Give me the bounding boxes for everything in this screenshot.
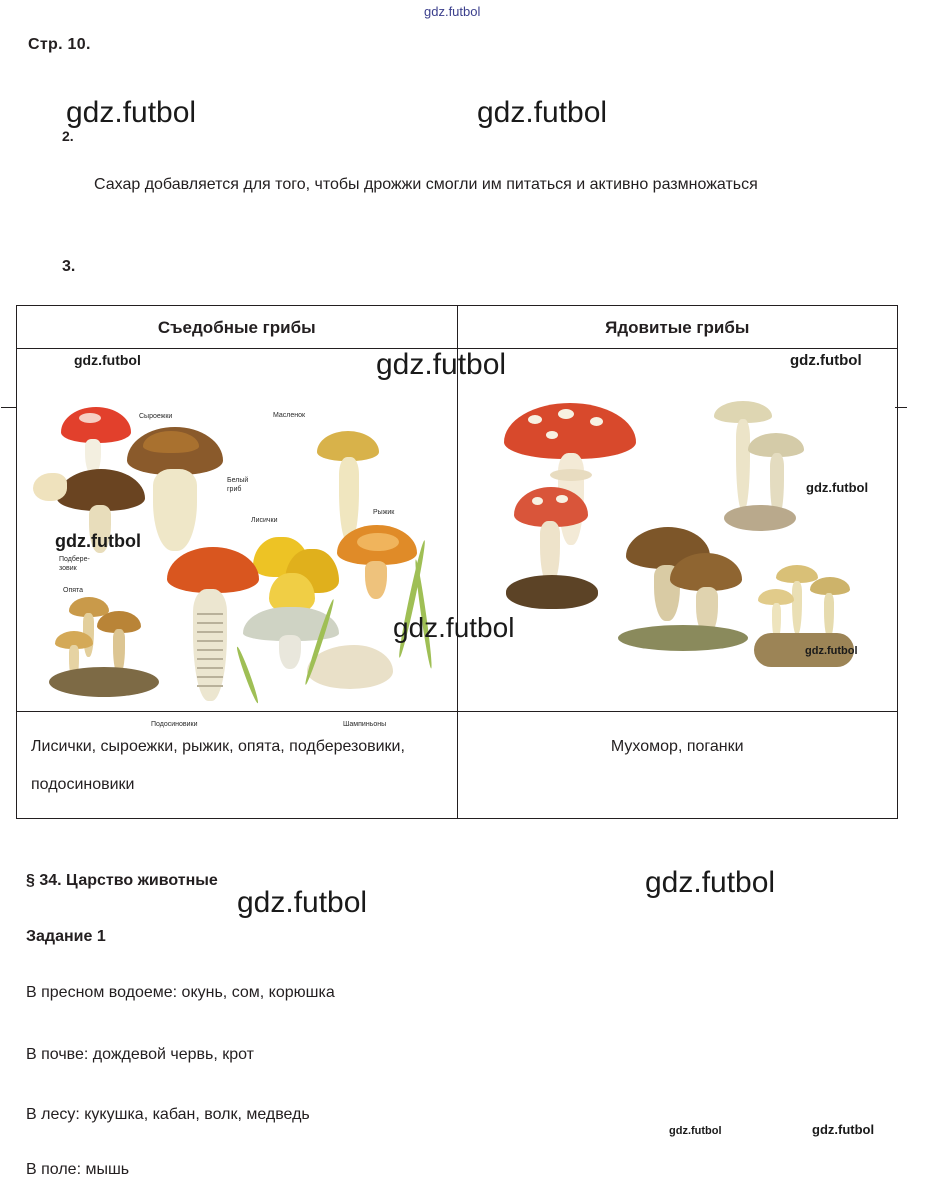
table-header-row (17, 306, 897, 349)
page-label: Стр. 10. (28, 36, 91, 53)
toadstool-stem-1 (736, 419, 750, 511)
watermark-top: gdz.futbol (424, 4, 481, 19)
answer-line-4: В поле: мышь (26, 1161, 130, 1178)
answer-line-2: В почве: дождевой червь, крот (26, 1046, 254, 1063)
poisonous-ground-moss (618, 625, 748, 651)
label-chanterelle: Лисички (251, 517, 278, 524)
flyagaric-cap-spot-3 (590, 417, 603, 426)
grass-blade-2 (413, 559, 433, 669)
label-boletus: Белый гриб (227, 477, 249, 493)
caption-poisonous: Мухомор, поганки (610, 738, 744, 755)
caption-edible: Лисички, сыроежки, рыжик, опята, подберезовики, подосиновики (17, 712, 458, 818)
question-3-number: 3. (62, 258, 76, 275)
flyagaric-cap-spot-1 (528, 415, 542, 424)
mushroom-honey-ground (49, 667, 159, 697)
answer-line-3: В лесу: кукушка, кабан, волк, медведь (26, 1106, 310, 1123)
question-2-answer: Сахар добавляется для того, чтобы дрожжи смогли им питаться и активно размножаться (94, 176, 758, 193)
answer-line-1: В пресном водоеме: окунь, сом, корюшка (26, 984, 335, 1001)
header-edible: Съедобные грибы (17, 306, 458, 349)
section-title: § 34. Царство животные (26, 872, 218, 889)
flyagaric2-spot-1 (532, 497, 543, 505)
watermark-g: gdz.futbol (55, 531, 141, 551)
watermark-j: gdz.futbol (237, 886, 368, 919)
watermark-c: gdz.futbol (74, 352, 141, 368)
mushroom-russula-cap-spot (79, 413, 101, 423)
label-saffron: Рыжик (373, 509, 395, 516)
flyagaric-cap-spot-4 (546, 431, 558, 439)
label-aspen: Подосиновики (151, 721, 198, 728)
margin-tick-left (1, 407, 17, 408)
table-caption-row (17, 712, 897, 818)
label-birch-bolete: Подбере- зовик (59, 556, 90, 572)
mushroom-aspen-stem-scales (197, 607, 223, 687)
flyagaric-base-soil (506, 575, 598, 609)
question-2-number: 2. (62, 128, 74, 144)
mushroom-saffron-stem (365, 561, 387, 599)
label-butter: Масленок (273, 412, 306, 419)
watermark-b: gdz.futbol (477, 96, 608, 129)
false-honey-stem-1 (792, 581, 802, 635)
watermark-m: gdz.futbol (812, 1122, 875, 1137)
mushroom-saffron-cap-ring (357, 533, 399, 551)
flyagaric-ring (550, 469, 592, 481)
watermark-d: gdz.futbol (376, 348, 507, 381)
mushroom-champignon-stem (279, 635, 301, 669)
edible-mushrooms-illustration (17, 349, 458, 728)
watermark-i: gdz.futbol (805, 645, 858, 657)
toadstool-base-cluster (724, 505, 796, 531)
watermark-l: gdz.futbol (669, 1125, 722, 1137)
watermark-h: gdz.futbol (393, 612, 515, 643)
label-russula: Сыроежки (139, 413, 173, 420)
watermark-e: gdz.futbol (790, 352, 862, 369)
flyagaric-cap-spot-2 (558, 409, 574, 419)
mushroom-russula-cap (61, 407, 131, 443)
grass-blade-4 (235, 646, 260, 704)
mushroom-boletus-stem (153, 469, 197, 551)
watermark-a: gdz.futbol (66, 96, 197, 129)
label-champignon: Шампиньоны (343, 721, 387, 728)
mushrooms-table (16, 305, 898, 819)
mushroom-small-left (33, 473, 67, 501)
margin-tick-right (895, 407, 907, 408)
task-title: Задание 1 (26, 928, 106, 945)
mushroom-champignon-cap-2 (307, 645, 393, 689)
watermark-k: gdz.futbol (645, 866, 776, 899)
watermark-f: gdz.futbol (806, 480, 869, 495)
mushroom-aspen-cap (167, 547, 259, 593)
header-poisonous: Ядовитые грибы (458, 306, 898, 349)
label-honey-fungus: Опята (63, 587, 84, 594)
flyagaric2-spot-2 (556, 495, 568, 503)
table-image-row (17, 349, 897, 728)
false-honey-stump (754, 633, 854, 667)
poisonous-mushrooms-illustration (458, 349, 898, 712)
mushroom-birch-stem (89, 505, 111, 553)
